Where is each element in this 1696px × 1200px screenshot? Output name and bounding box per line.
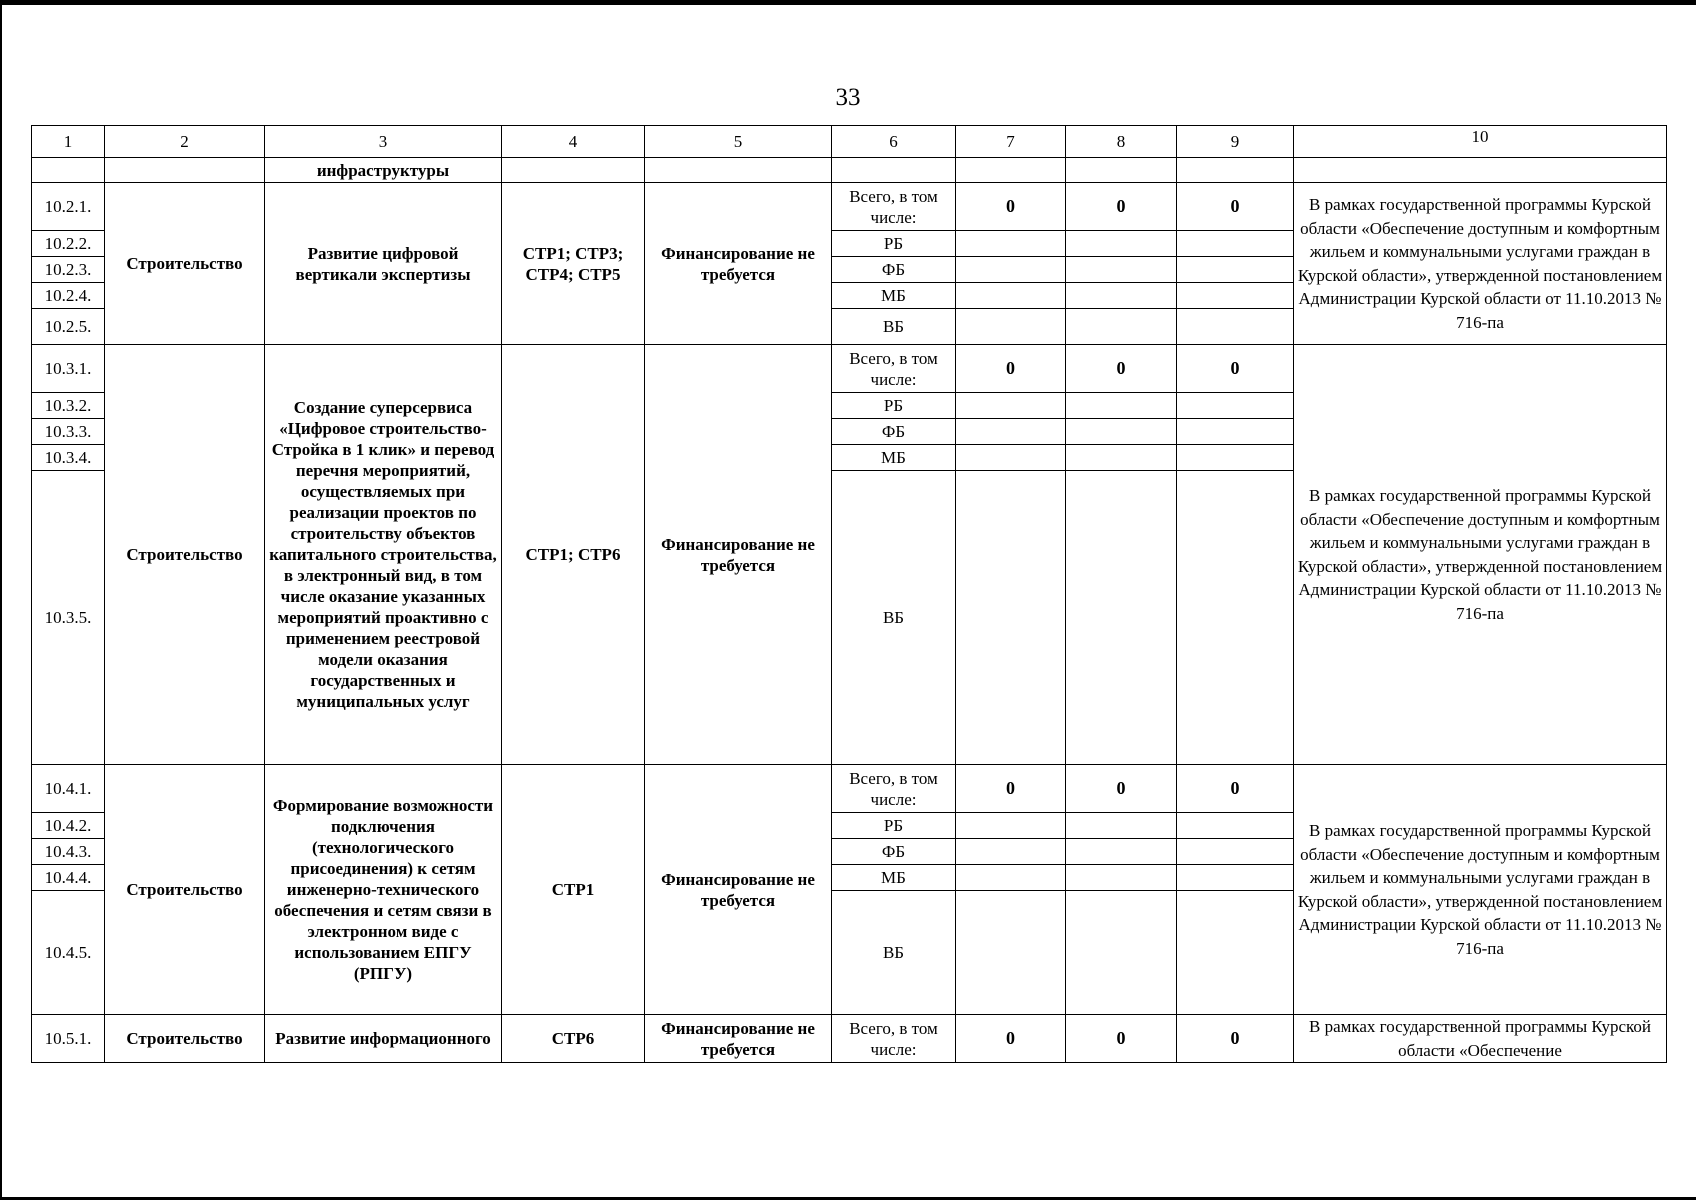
row-code: 10.4.2. <box>32 813 105 839</box>
sphere-cell: Строительство <box>105 183 265 345</box>
total-value: 0 <box>956 765 1066 813</box>
header-cell: 2 <box>105 126 265 158</box>
program-note: В рамках государственной программы Курской области «Обеспечение доступным и комфортным жильем и коммунальными услугами граждан в Курской области», утвержденной постановлением Администрации Курской области от 11.10.2013 № 716-па <box>1294 345 1667 765</box>
program-note: В рамках государственной программы Курской области «Обеспечение <box>1294 1015 1667 1063</box>
total-value: 0 <box>1066 345 1177 393</box>
header-cell: 3 <box>265 126 502 158</box>
row-code: 10.3.4. <box>32 445 105 471</box>
source-label: Всего, в том числе: <box>832 1015 956 1063</box>
scan-edge-top <box>0 0 1696 5</box>
header-cell: 5 <box>645 126 832 158</box>
measure-name: Формирование возможности подключения (технологического присоединения) к сетям инженерно-технического обеспечения и сетям связи в электронном виде с использованием ЕПГУ (РПГУ) <box>265 765 502 1015</box>
source-label: МБ <box>832 283 956 309</box>
total-value: 0 <box>1066 183 1177 231</box>
row-code: 10.3.5. <box>32 471 105 765</box>
source-label: ФБ <box>832 257 956 283</box>
header-cell: 7 <box>956 126 1066 158</box>
source-label: Всего, в том числе: <box>832 765 956 813</box>
program-note: В рамках государственной программы Курской области «Обеспечение доступным и комфортным жильем и коммунальными услугами граждан в Курской области», утвержденной постановлением Администрации Курской области от 11.10.2013 № 716-па <box>1294 765 1667 1015</box>
funding-note: Финансирование не требуется <box>645 765 832 1015</box>
funding-note: Финансирование не требуется <box>645 183 832 345</box>
sphere-cell: Строительство <box>105 1015 265 1063</box>
header-cell: 1 <box>32 126 105 158</box>
header-cell: 9 <box>1177 126 1294 158</box>
page-number: 33 <box>835 84 861 111</box>
row-code: 10.4.4. <box>32 865 105 891</box>
header-row <box>32 126 1667 158</box>
row-code: 10.2.4. <box>32 283 105 309</box>
source-label: РБ <box>832 231 956 257</box>
source-label: Всего, в том числе: <box>832 345 956 393</box>
row-code: 10.2.5. <box>32 309 105 345</box>
total-value: 0 <box>1177 1015 1294 1063</box>
row-code: 10.4.3. <box>32 839 105 865</box>
program-note: В рамках государственной программы Курской области «Обеспечение доступным и комфортным жильем и коммунальными услугами граждан в Курской области», утвержденной постановлением Администрации Курской области от 11.10.2013 № 716-па <box>1294 183 1667 345</box>
source-label: МБ <box>832 865 956 891</box>
source-label: ВБ <box>832 891 956 1015</box>
source-label: ФБ <box>832 419 956 445</box>
table-row <box>32 345 1667 393</box>
row-code: 10.3.2. <box>32 393 105 419</box>
funding-note: Финансирование не требуется <box>645 345 832 765</box>
source-label: Всего, в том числе: <box>832 183 956 231</box>
stage-codes: СТР1; СТР3; СТР4; СТР5 <box>502 183 645 345</box>
source-label: ВБ <box>832 471 956 765</box>
sphere-cell: Строительство <box>105 765 265 1015</box>
table-row <box>32 765 1667 813</box>
header-cell: 10 <box>1294 126 1667 158</box>
total-value: 0 <box>956 183 1066 231</box>
header-cell: 6 <box>832 126 956 158</box>
program-table <box>31 125 1667 1063</box>
row-code: 10.4.1. <box>32 765 105 813</box>
source-label: РБ <box>832 393 956 419</box>
table-row <box>32 158 1667 183</box>
row-code: 10.3.1. <box>32 345 105 393</box>
total-value: 0 <box>1177 765 1294 813</box>
total-value: 0 <box>1066 1015 1177 1063</box>
stage-codes: СТР1; СТР6 <box>502 345 645 765</box>
scan-edge-left <box>0 0 2 1200</box>
table-row <box>32 183 1667 231</box>
funding-note: Финансирование не требуется <box>645 1015 832 1063</box>
row-code: 10.5.1. <box>32 1015 105 1063</box>
stage-codes: СТР6 <box>502 1015 645 1063</box>
measure-name: Развитие цифровой вертикали экспертизы <box>265 183 502 345</box>
total-value: 0 <box>1177 183 1294 231</box>
total-value: 0 <box>956 345 1066 393</box>
source-label: ФБ <box>832 839 956 865</box>
sphere-cell: Строительство <box>105 345 265 765</box>
header-cell: 8 <box>1066 126 1177 158</box>
table-row <box>32 1015 1667 1063</box>
row-code: 10.2.3. <box>32 257 105 283</box>
source-label: МБ <box>832 445 956 471</box>
source-label: РБ <box>832 813 956 839</box>
stage-codes: СТР1 <box>502 765 645 1015</box>
measure-name: Создание суперсервиса «Цифровое строительство-Стройка в 1 клик» и перевод перечня мероприятий, осуществляемых при реализации проектов по строительству объектов капитального строительства, в электронный вид, в том числе оказание указанных мероприятий проактивно с применением реестровой модели оказания государственных и муниципальных услуг <box>265 345 502 765</box>
row-code: 10.4.5. <box>32 891 105 1015</box>
row-code: 10.2.2. <box>32 231 105 257</box>
header-cell: 4 <box>502 126 645 158</box>
total-value: 0 <box>1177 345 1294 393</box>
row-code: 10.3.3. <box>32 419 105 445</box>
row-code: 10.2.1. <box>32 183 105 231</box>
measure-name: Развитие информационного <box>265 1015 502 1063</box>
total-value: 0 <box>956 1015 1066 1063</box>
continuation-text: инфраструктуры <box>265 158 502 183</box>
total-value: 0 <box>1066 765 1177 813</box>
source-label: ВБ <box>832 309 956 345</box>
